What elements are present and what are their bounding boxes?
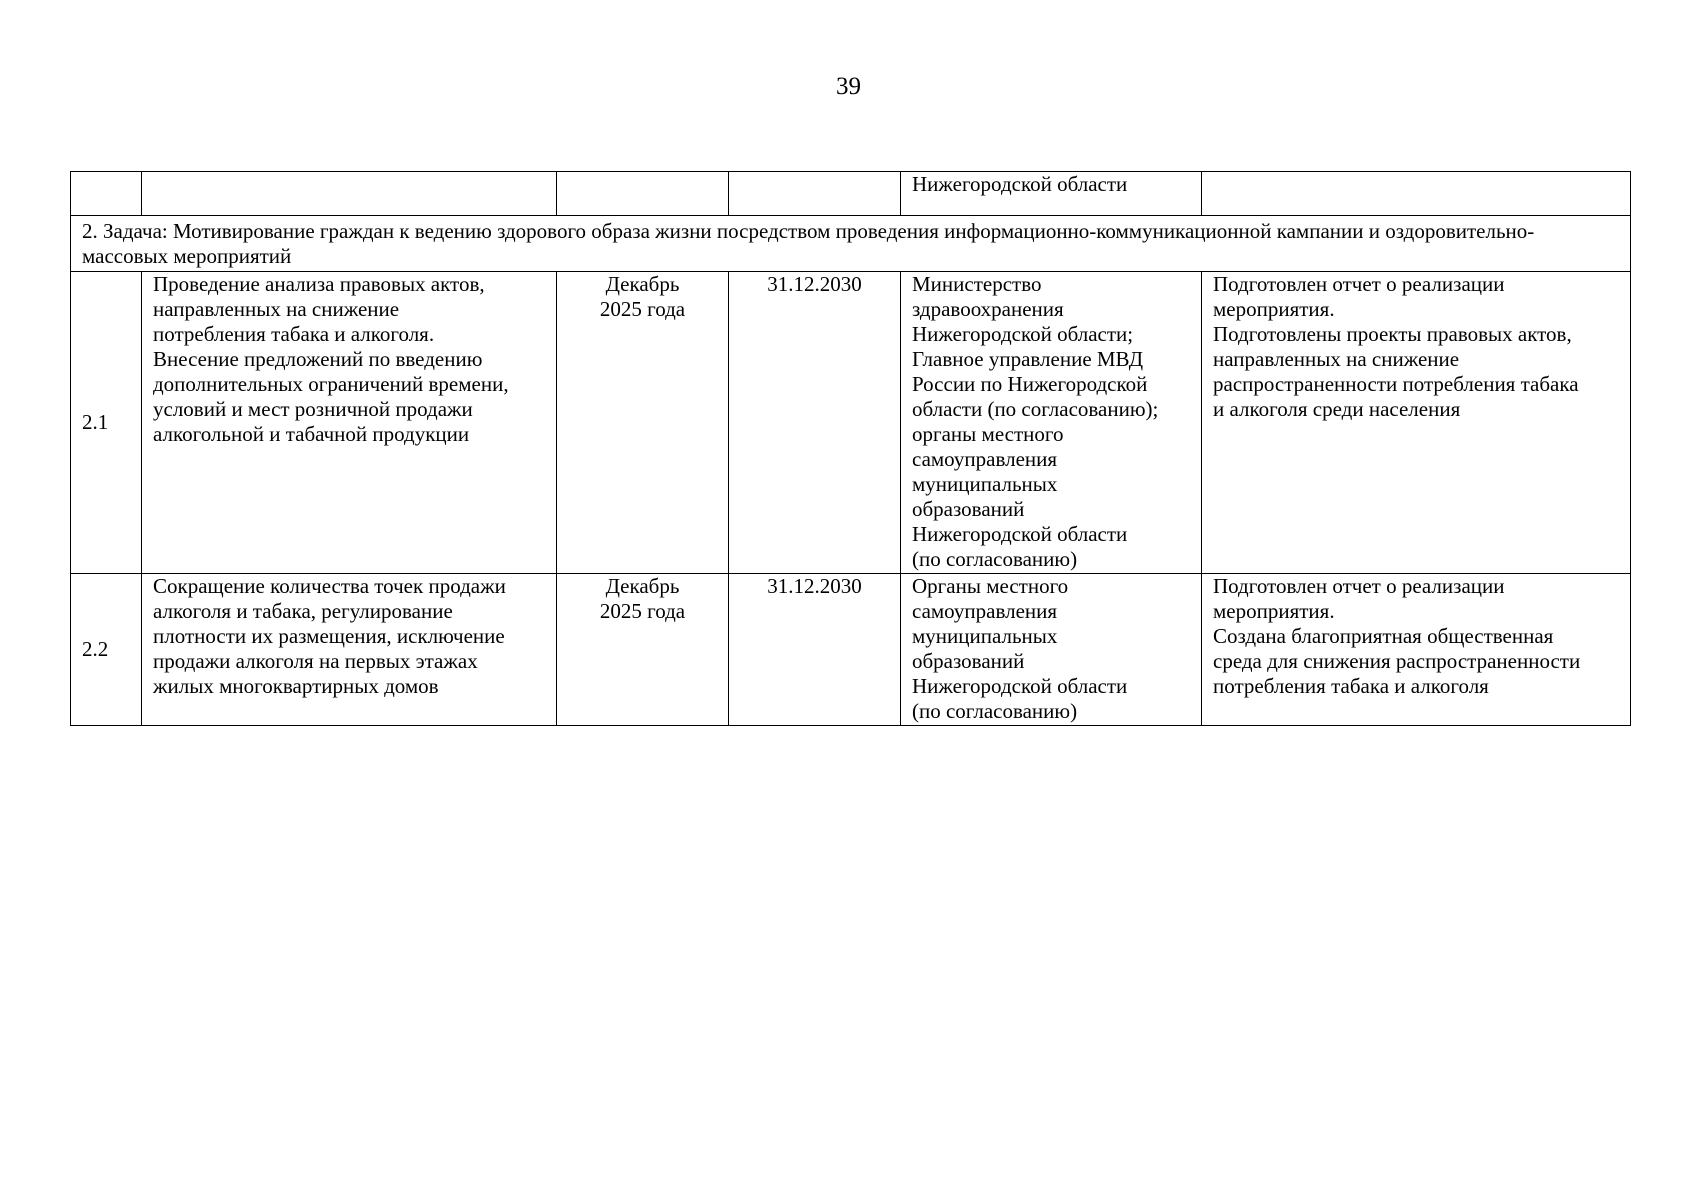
activity-line: потребления табака и алкоголя. (153, 322, 435, 346)
result-line: Подготовлен отчет о реализации (1213, 574, 1505, 598)
executor-line: (по согласованию) (912, 699, 1078, 723)
activity-line: направленных на снижение (153, 297, 400, 321)
activity-cell (142, 272, 557, 574)
start-month: Декабрь (605, 574, 680, 598)
result-line: Создана благоприятная общественная (1213, 624, 1554, 648)
executor-line: (по согласованию) (912, 547, 1078, 571)
executor-line: Нижегородской области (912, 522, 1128, 546)
activity-cell (142, 574, 557, 726)
executor-line: самоуправления (912, 447, 1058, 471)
task-cell (71, 216, 1631, 272)
activity-line: условий и мест розничной продажи (153, 397, 473, 421)
activity-line: алкоголя и табака, регулирование (153, 599, 453, 623)
result-cell (1202, 172, 1631, 216)
activity-line: продажи алкоголя на первых этажах (153, 649, 478, 673)
activity-line: Внесение предложений по введению (153, 347, 483, 371)
executor-line: образований (912, 649, 1025, 673)
start-date-cell (557, 272, 729, 574)
task-text: 2. Задача: Мотивирование граждан к ведению здорового образа жизни посредством проведения информационно-коммуникационной кампании и оздоровительно-массовых мероприятий (82, 219, 1535, 268)
executor-text: Нижегородской области (912, 172, 1128, 196)
executor-cell (901, 272, 1202, 574)
executor-cell (901, 172, 1202, 216)
end-date-cell (729, 272, 901, 574)
activity-line: жилых многоквартирных домов (153, 674, 439, 698)
result-line: мероприятия. (1213, 599, 1335, 623)
start-year: 2025 года (599, 599, 686, 623)
executor-line: Нижегородской области; (912, 322, 1134, 346)
result-line: распространенности потребления табака (1213, 372, 1579, 396)
start-month: Декабрь (605, 272, 680, 296)
activity-cell (142, 172, 557, 216)
continuation-row (71, 172, 1631, 216)
row-number: 2.2 (71, 574, 142, 726)
result-line: среда для снижения распространенности (1213, 649, 1581, 673)
result-line: направленных на снижение (1213, 347, 1460, 371)
result-line: потребления табака и алкоголя (1213, 674, 1489, 698)
executor-line: органы местного (912, 422, 1064, 446)
result-line: и алкоголя среди населения (1213, 397, 1461, 421)
executor-line: здравоохранения (912, 297, 1064, 321)
activity-line: Сокращение количества точек продажи (153, 574, 506, 598)
result-cell (1202, 574, 1631, 726)
executor-line: Органы местного (912, 574, 1069, 598)
activity-line: дополнительных ограничений времени, (153, 372, 509, 396)
result-line: мероприятия. (1213, 297, 1335, 321)
end-date: 31.12.2030 (767, 272, 862, 296)
executor-line: муниципальных (912, 624, 1058, 648)
start-year: 2025 года (599, 297, 686, 321)
end-date-cell (729, 574, 901, 726)
end-cell (729, 172, 901, 216)
executor-line: самоуправления (912, 599, 1058, 623)
executor-line: Министерство (912, 272, 1042, 296)
start-cell (557, 172, 729, 216)
page-number: 39 (836, 73, 861, 100)
activity-line: плотности их размещения, исключение (153, 624, 505, 648)
executor-line: образований (912, 497, 1025, 521)
executor-line: муниципальных (912, 472, 1058, 496)
activity-line: Проведение анализа правовых актов, (153, 272, 485, 296)
end-date: 31.12.2030 (767, 574, 862, 598)
executor-line: России по Нижегородской (912, 372, 1148, 396)
executor-line: Нижегородской области (912, 674, 1128, 698)
activities-table (70, 171, 1631, 726)
start-date-cell (557, 574, 729, 726)
table-row (71, 574, 1631, 726)
result-line: Подготовлен отчет о реализации (1213, 272, 1505, 296)
activity-line: алкогольной и табачной продукции (153, 422, 470, 446)
result-line: Подготовлены проекты правовых актов, (1213, 322, 1572, 346)
result-cell (1202, 272, 1631, 574)
row-number: 2.1 (71, 272, 142, 574)
num-cell (71, 172, 142, 216)
task-row (71, 216, 1631, 272)
executor-line: Главное управление МВД (912, 347, 1144, 371)
table-row (71, 272, 1631, 574)
executor-line: области (по согласованию); (912, 397, 1159, 421)
executor-cell (901, 574, 1202, 726)
